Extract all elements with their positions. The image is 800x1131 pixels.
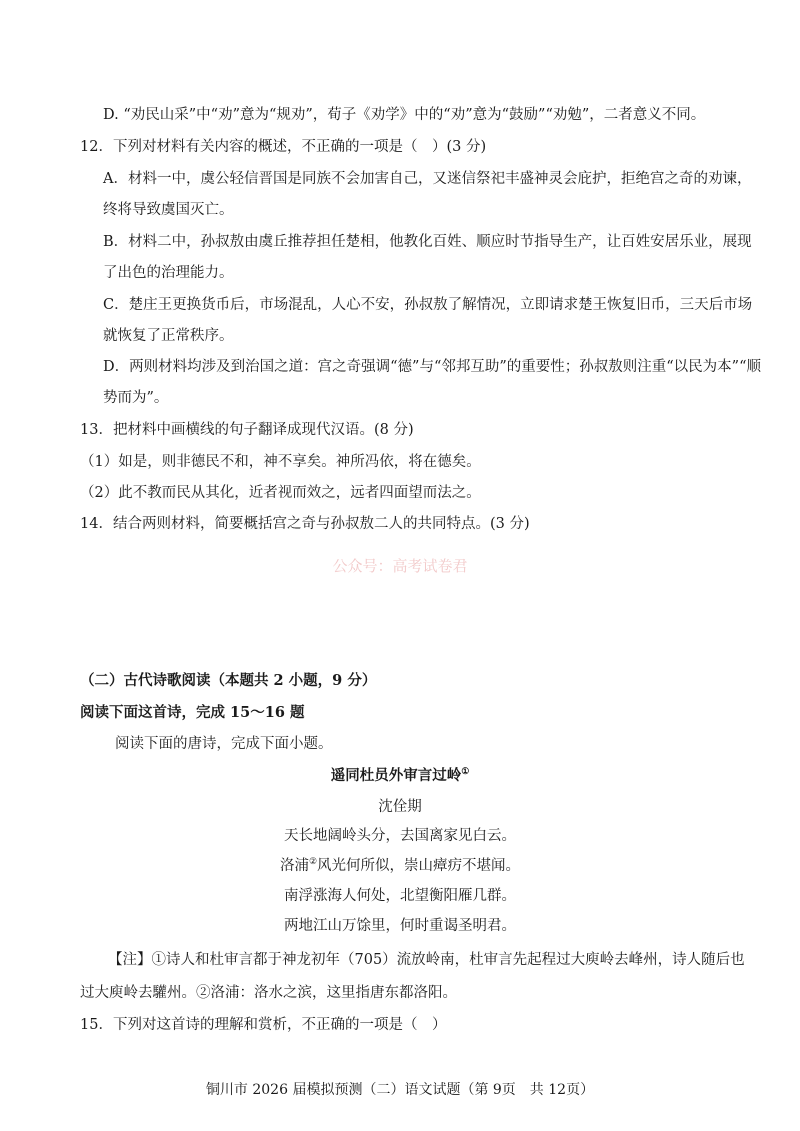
poem-title-text: 遥同杜员外审言过岭 xyxy=(330,767,462,784)
q14-stem: 14．结合两则材料，简要概括宫之奇与孙叔敖二人的共同特点。(3 分) xyxy=(80,516,530,532)
q13-sentence-2: （2）此不教而民从其化，近者视而效之，远者四面望而法之。 xyxy=(80,485,481,501)
poem-note-line2: 过大庾岭去驩州。②洛浦：洛水之滨，这里指唐东都洛阳。 xyxy=(80,985,457,1001)
poem-title-note-marker: ① xyxy=(461,767,470,778)
watermark: 公众号：高考试卷君 xyxy=(332,557,468,575)
section-heading: （二）古代诗歌阅读（本题共 2 小题，9 分） xyxy=(80,672,377,689)
q12-option-b-line1: B．材料二中，孙叔敖由虞丘推荐担任楚相，他教化百姓、顺应时节指导生产，让百姓安居乐业，展现 xyxy=(103,234,752,250)
q12-option-b-line2: 了出色的治理能力。 xyxy=(103,265,234,281)
poem-line-2-part-b: 风光何所似，崇山瘴疠不堪闻。 xyxy=(317,858,521,874)
q12-option-a-line1: A．材料一中，虞公轻信晋国是同族不会加害自己，又迷信祭祀丰盛神灵会庇护，拒绝宫之奇的劝谏， xyxy=(103,171,752,187)
section-instruction-bold: 阅读下面这首诗，完成 15～16 题 xyxy=(80,704,305,721)
poem-note-line1: 【注】①诗人和杜审言都于神龙初年（705）流放岭南，杜审言先起程过大庾岭去峰州，诗人随后也 xyxy=(108,952,745,968)
poem-line-4: 两地江山万馀里，何时重谒圣明君。 xyxy=(284,918,516,934)
q12-stem: 12．下列对材料有关内容的概述，不正确的一项是（ ）(3 分) xyxy=(80,139,487,155)
poem-line-2-note-marker: ② xyxy=(308,857,318,868)
q12-option-d-line2: 势而为”。 xyxy=(103,390,169,406)
q13-stem: 13．把材料中画横线的句子翻译成现代汉语。(8 分) xyxy=(80,422,414,438)
q12-option-c-line2: 就恢复了正常秩序。 xyxy=(103,328,234,344)
q12-option-a-line2: 终将导致虞国灭亡。 xyxy=(103,202,234,218)
poem-title xyxy=(0,766,800,786)
poem-line-2-part-a: 洛浦 xyxy=(279,858,309,874)
q12-option-c-line1: C．楚庄王更换货币后，市场混乱，人心不安，孙叔敖了解情况，立即请求楚王恢复旧币，三天后市场 xyxy=(103,297,753,313)
q11-option-d: D. “劝民山采”中“劝”意为“规劝”，荀子《劝学》中的“劝”意为“鼓励”“劝勉”，二者意义不同。 xyxy=(103,107,706,123)
q15-stem: 15．下列对这首诗的理解和赏析，不正确的一项是（ ） xyxy=(80,1017,447,1033)
poem-line-2 xyxy=(0,856,800,876)
poem-line-3: 南浮涨海人何处，北望衡阳雁几群。 xyxy=(284,888,516,904)
poem-author: 沈佺期 xyxy=(378,799,422,815)
page-footer: 铜川市 2026 届模拟预测（二）语文试题（第 9页 共 12页） xyxy=(205,1082,595,1098)
section-instruction: 阅读下面的唐诗，完成下面小题。 xyxy=(115,736,333,752)
q13-sentence-1: （1）如是，则非德民不和，神不享矣。神所冯依，将在德矣。 xyxy=(80,454,481,470)
q12-option-d-line1: D．两则材料均涉及到治国之道：宫之奇强调“德”与“邻邦互助”的重要性；孙叔敖则注重“以民为本”“顺 xyxy=(103,359,762,375)
poem-line-1: 天长地阔岭头分，去国离家见白云。 xyxy=(284,828,516,844)
